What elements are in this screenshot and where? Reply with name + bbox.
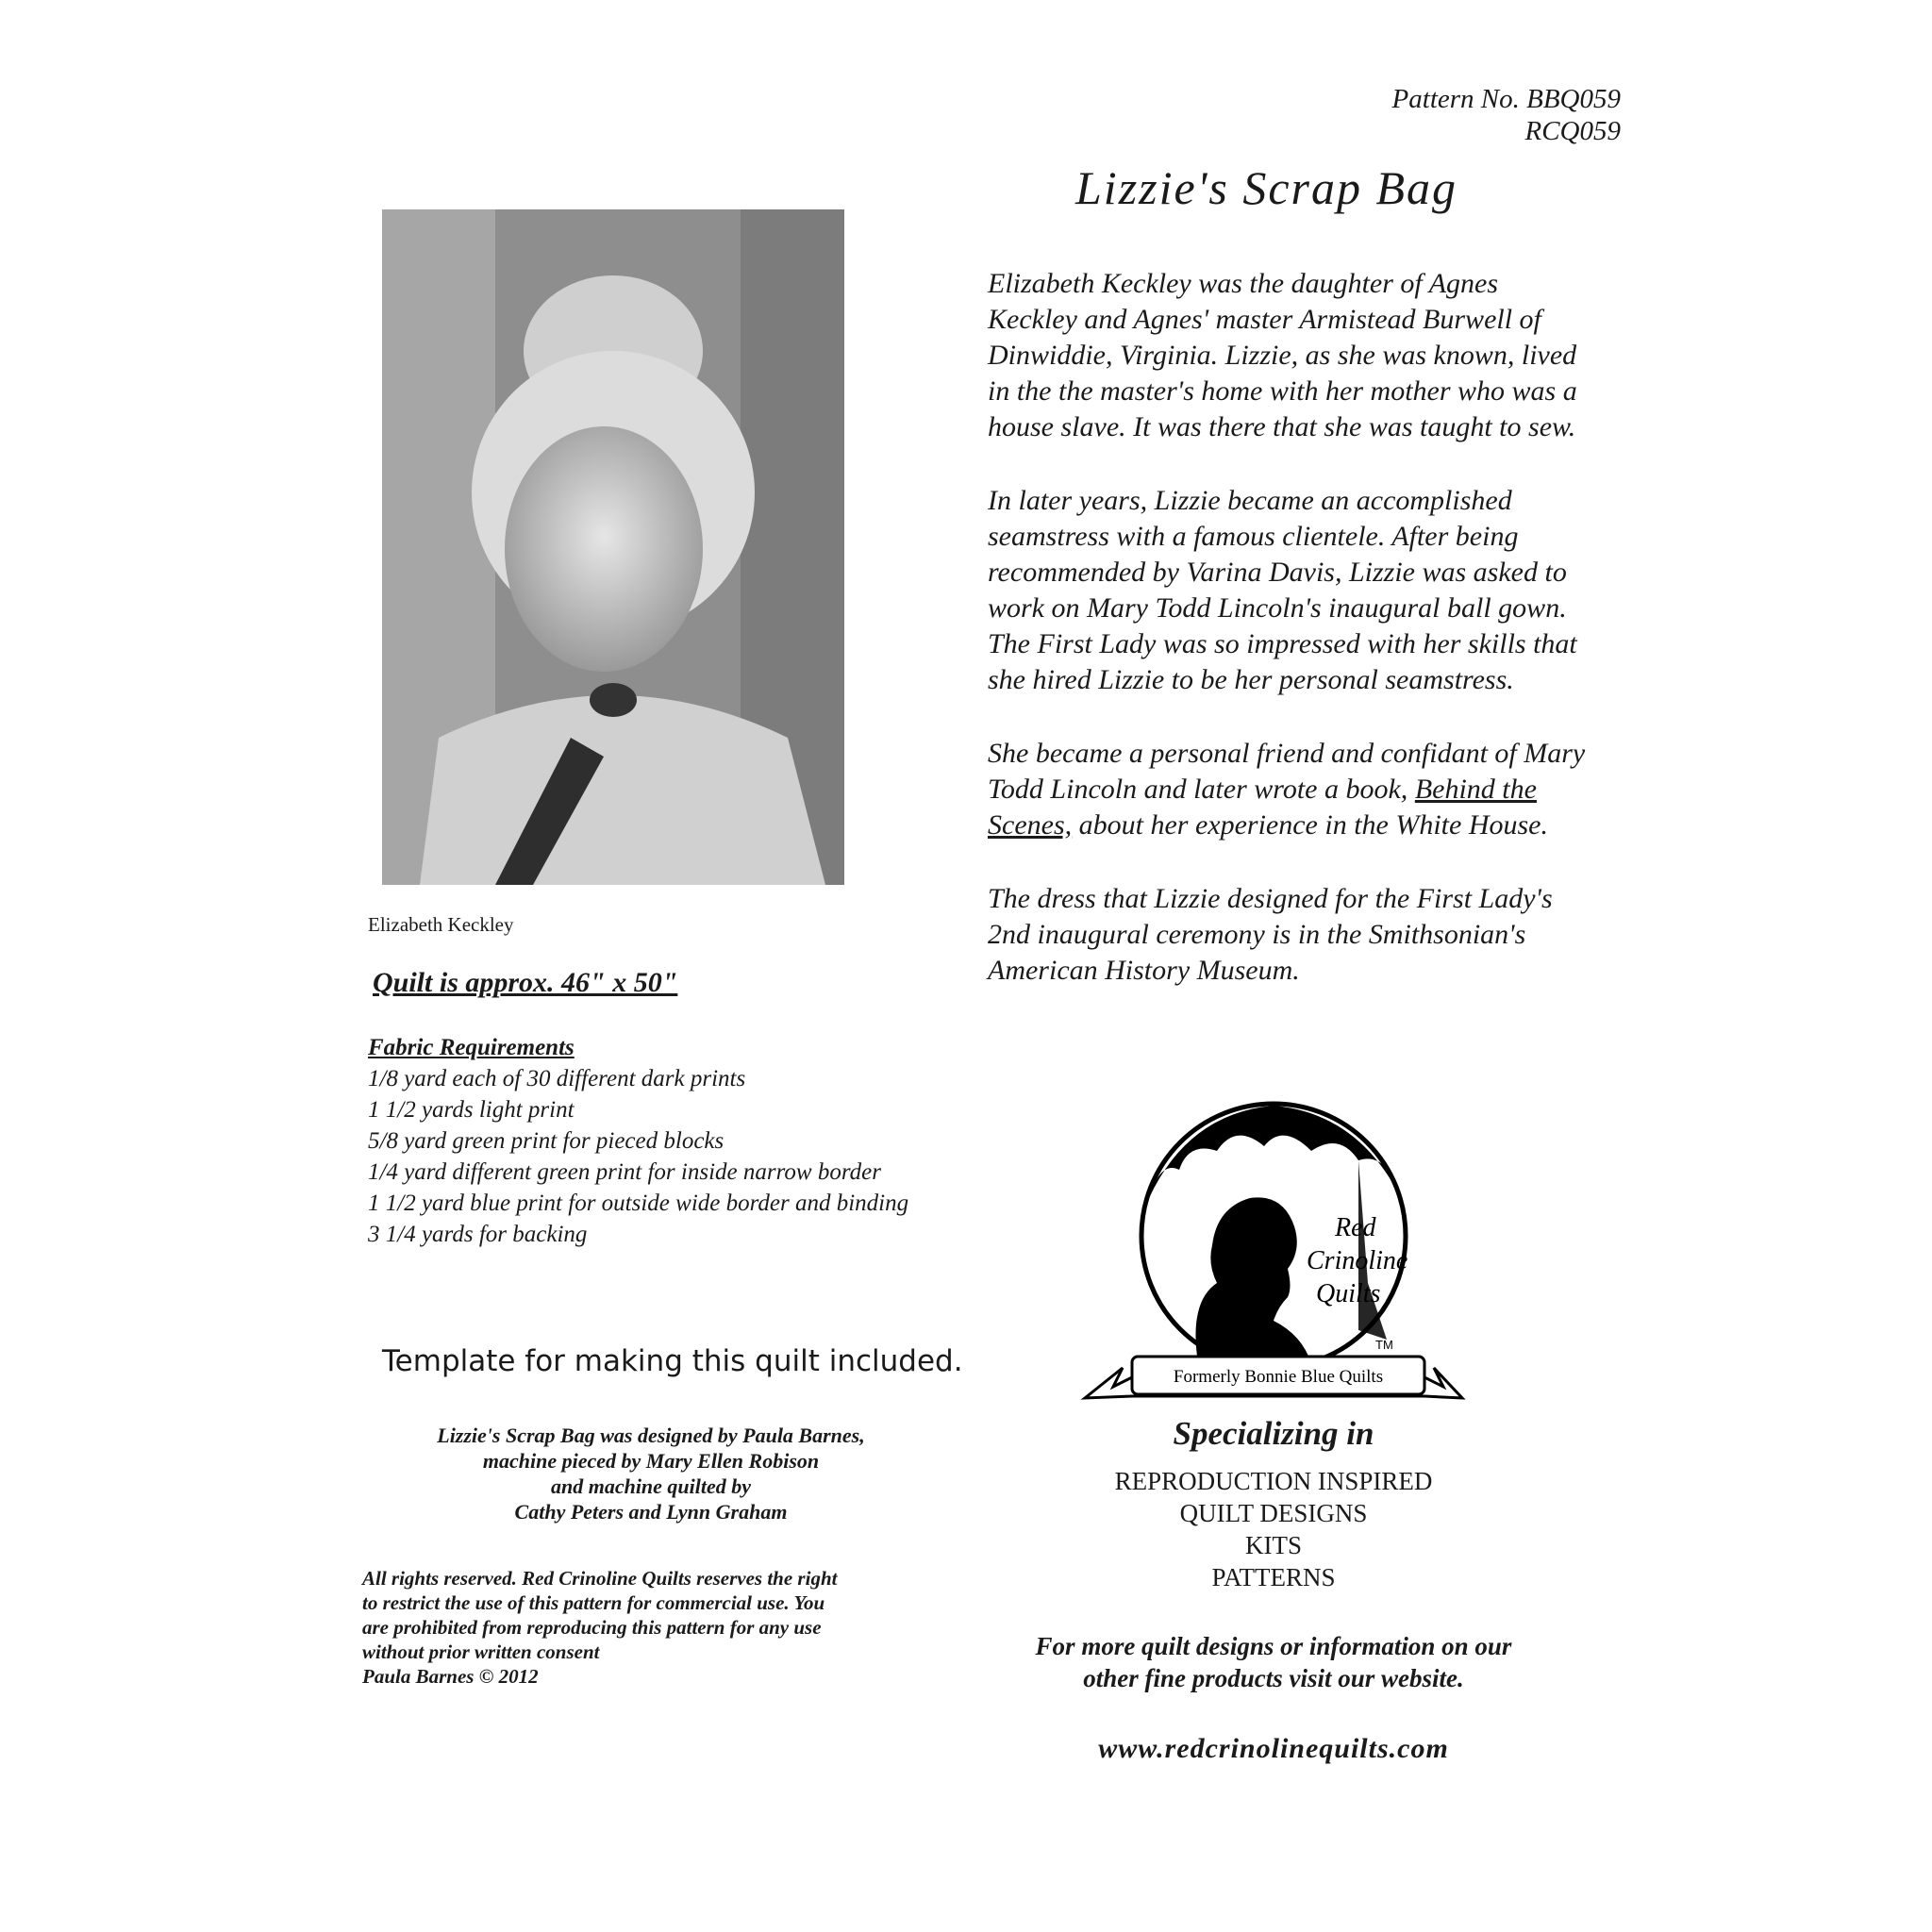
bio-paragraph: Elizabeth Keckley was the daughter of Agnes Keckley and Agnes' master Armistead Burwell of Dinwiddie, Virginia. Lizzie, as she was known, lived in the the master's home with her mother who was a house slave. It was there that she was taught to sew.: [988, 268, 1577, 442]
credits-line: Lizzie's Scrap Bag was designed by Paula Barnes,: [437, 1424, 865, 1447]
fabric-item: 1 1/2 yard blue print for outside wide border and binding: [368, 1191, 909, 1216]
logo-tm: TM: [1375, 1338, 1393, 1352]
bio-text: about her experience in the White House.: [1078, 809, 1548, 841]
rights-line: without prior written consent: [362, 1641, 600, 1663]
photo-caption: Elizabeth Keckley: [368, 913, 514, 936]
logo-name-line: Red: [1335, 1213, 1376, 1242]
fabric-item: 1 1/2 yards light print: [368, 1097, 575, 1123]
specializing-item: PATTERNS: [1211, 1563, 1336, 1591]
fabric-item: 5/8 yard green print for pieced blocks: [368, 1128, 724, 1154]
bio-paragraph: [988, 736, 1591, 843]
rights-line: All rights reserved. Red Crinoline Quilts reserves the right: [362, 1567, 838, 1590]
logo-ribbon-text: Formerly Bonnie Blue Quilts: [1173, 1367, 1384, 1387]
bio-text: She became a personal friend and confidant of Mary Todd Lincoln and later wrote a book,: [988, 738, 1586, 805]
fabric-item: 3 1/4 yards for backing: [368, 1222, 588, 1247]
red-crinoline-logo: [1075, 1094, 1472, 1415]
specializing-list: [1038, 1465, 1509, 1593]
page-title: Lizzie's Scrap Bag: [1075, 161, 1458, 214]
fabric-item: 1/8 yard each of 30 different dark prints: [368, 1066, 746, 1091]
fabric-item: 1/4 yard different green print for inside narrow border: [368, 1159, 881, 1185]
specializing-item: KITS: [1245, 1531, 1302, 1559]
website-url[interactable]: www.redcrinolinequilts.com: [1098, 1733, 1449, 1764]
rights-line: Paula Barnes © 2012: [362, 1665, 539, 1688]
biography: [988, 266, 1591, 1026]
credits-line: Cathy Peters and Lynn Graham: [514, 1500, 788, 1524]
rights-line: to restrict the use of this pattern for commercial use. You: [362, 1591, 825, 1614]
fabric-requirements: [368, 1032, 934, 1250]
pattern-number-line: RCQ059: [1524, 116, 1621, 146]
website-note: [981, 1630, 1566, 1694]
pattern-number: [1243, 83, 1621, 147]
bio-paragraph: In later years, Lizzie became an accomplished seamstress with a famous clientele. After being recommended by Varina Davis, Lizzie was asked to work on Mary Todd Lincoln's inaugural ball gown. The First Lady was so impressed with her skills that she hired Lizzie to be her personal seamstress.: [988, 485, 1577, 695]
template-note: Template for making this quilt included.: [382, 1344, 963, 1378]
quilt-size: Quilt is approx. 46" x 50": [373, 967, 678, 998]
rights-notice: [362, 1566, 947, 1689]
website-note-line: other fine products visit our website.: [1083, 1664, 1464, 1692]
book-title: Behind the Scenes,: [988, 774, 1537, 841]
specializing-item: REPRODUCTION INSPIRED: [1114, 1467, 1433, 1495]
logo-name-line: Crinoline: [1307, 1246, 1408, 1275]
specializing-item: QUILT DESIGNS: [1179, 1499, 1368, 1527]
credits-line: machine pieced by Mary Ellen Robison: [482, 1449, 820, 1473]
portrait-photo: [382, 209, 844, 885]
rights-line: are prohibited from reproducing this pattern for any use: [362, 1616, 822, 1639]
credits-line: and machine quilted by: [550, 1474, 752, 1498]
bio-paragraph: The dress that Lizzie designed for the First Lady's 2nd inaugural ceremony is in the Smithsonian's American History Museum.: [988, 883, 1553, 986]
pattern-number-line: Pattern No. BBQ059: [1391, 84, 1621, 114]
logo-name-line: Quilts: [1316, 1279, 1381, 1308]
fabric-heading: Fabric Requirements: [368, 1035, 575, 1060]
credits: [368, 1423, 934, 1524]
specializing-heading: Specializing in: [1173, 1415, 1374, 1452]
website-note-line: For more quilt designs or information on our: [1035, 1632, 1512, 1660]
